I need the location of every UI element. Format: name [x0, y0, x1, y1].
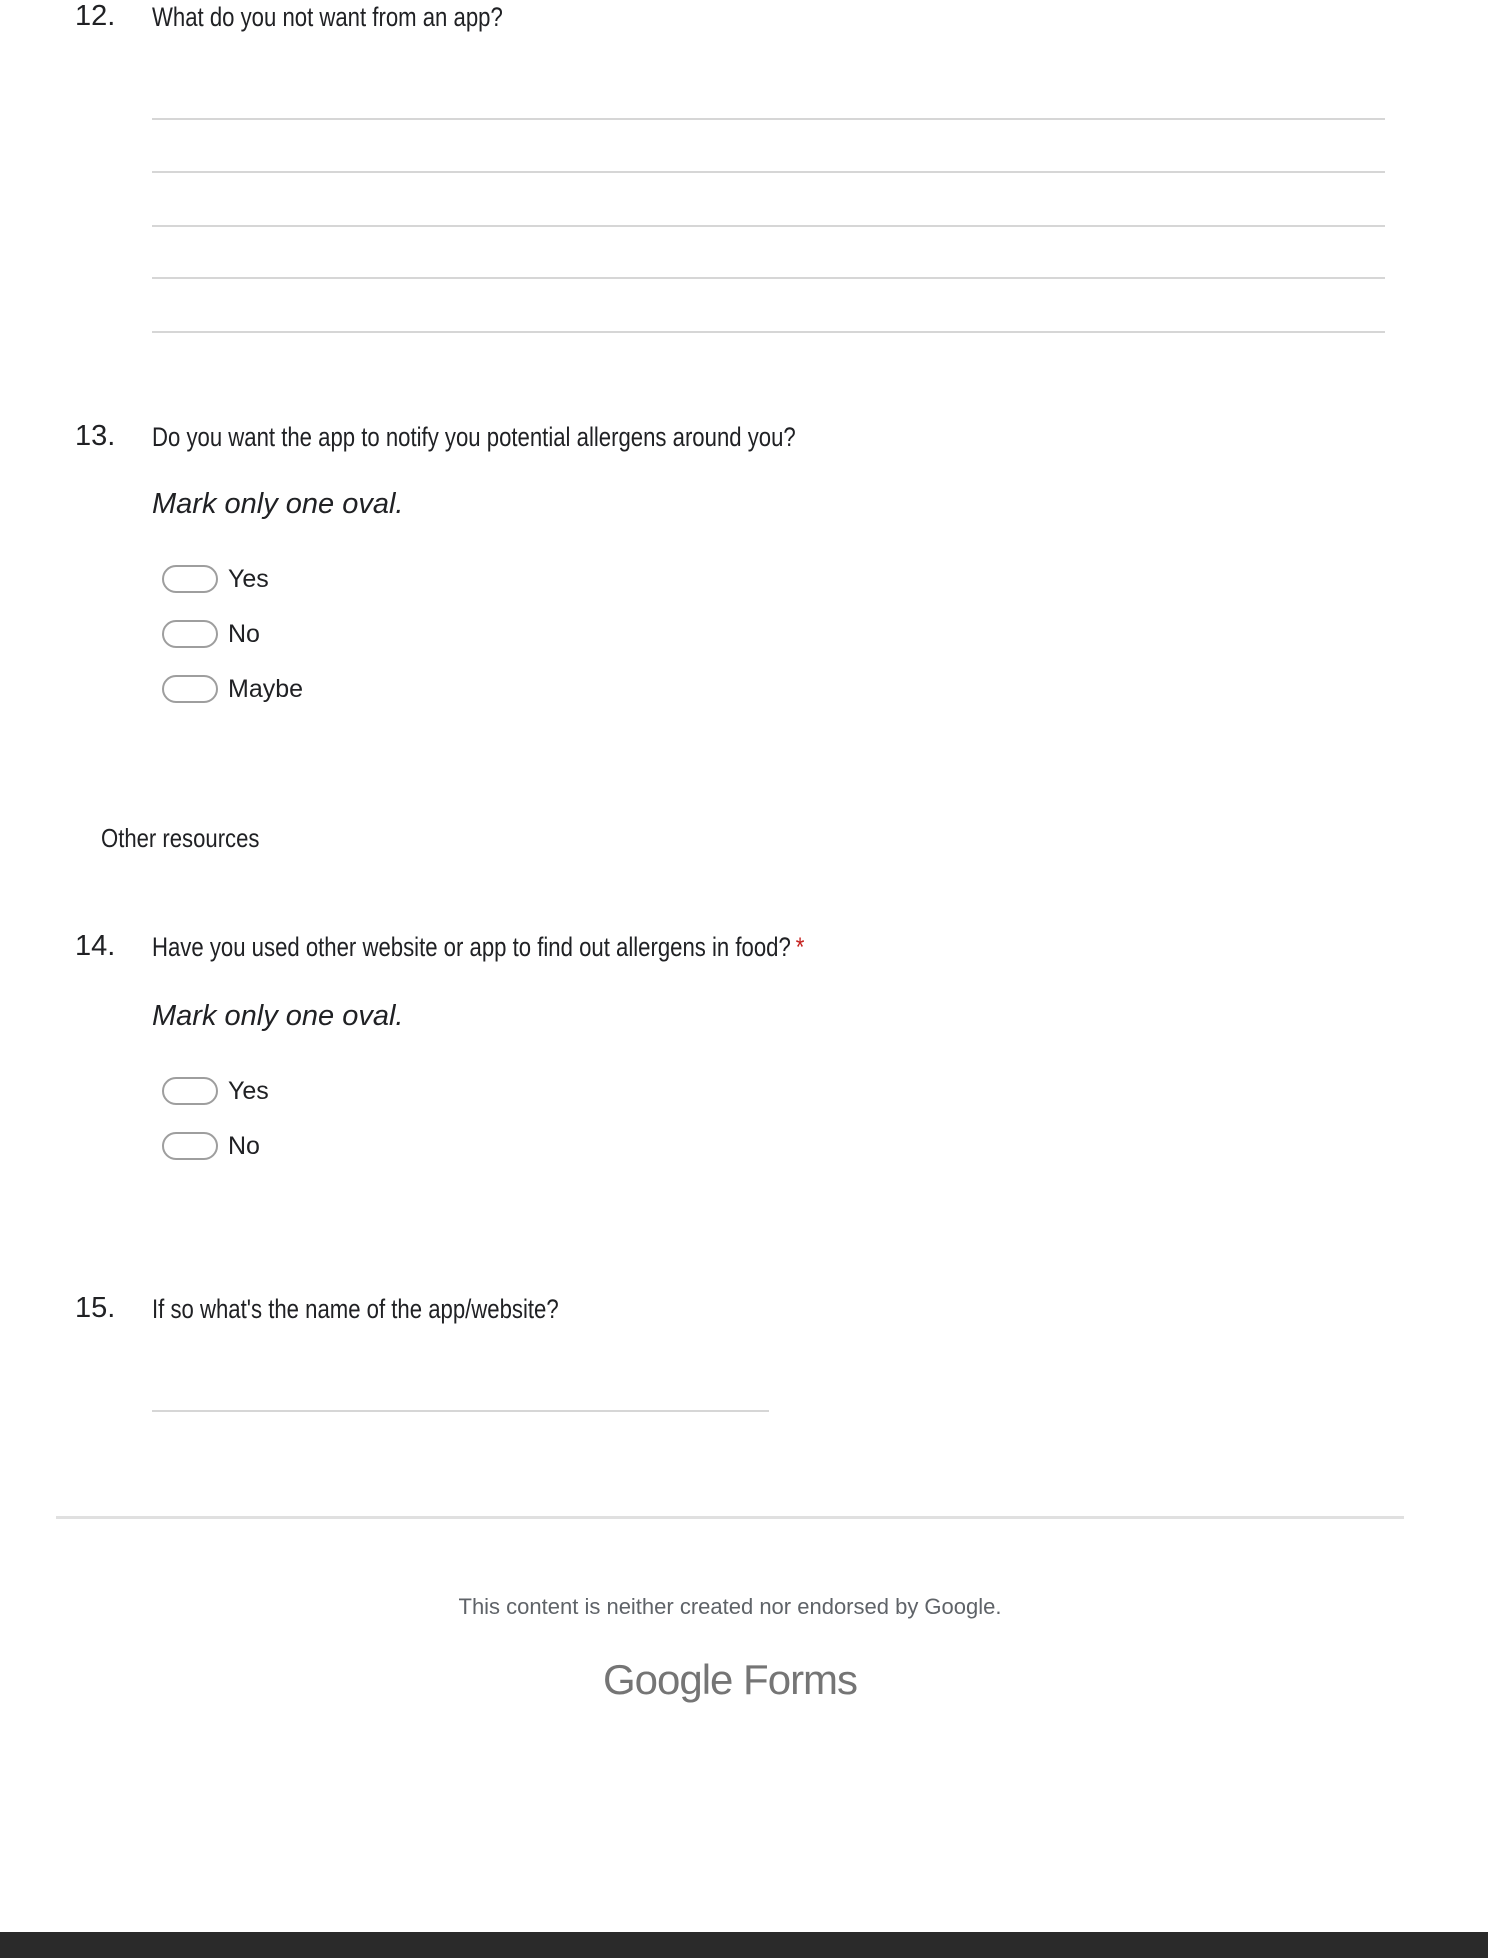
footer-divider [56, 1516, 1404, 1519]
section-title: Other resources [101, 823, 260, 853]
option-label: Maybe [228, 674, 304, 703]
question-12-number: 12. [75, 0, 116, 32]
answer-line-2[interactable] [152, 171, 1385, 173]
question-12-text: What do you not want from an app? [152, 2, 503, 32]
q13-option-no[interactable] [162, 618, 260, 650]
radio-oval[interactable] [162, 1077, 218, 1105]
radio-oval[interactable] [162, 675, 218, 703]
answer-line-4[interactable] [152, 277, 1385, 279]
answer-line-3[interactable] [152, 225, 1385, 227]
question-14-number: 14. [75, 930, 116, 962]
question-14-text [152, 934, 804, 961]
required-asterisk: * [795, 932, 805, 962]
q13-option-yes[interactable] [162, 563, 269, 595]
q14-option-yes[interactable] [162, 1075, 269, 1107]
option-label: No [228, 1131, 260, 1160]
radio-oval[interactable] [162, 1132, 218, 1160]
footer-disclaimer: This content is neither created nor endorsed by Google. [458, 1594, 1002, 1619]
option-label: Yes [228, 564, 269, 593]
question-15-number: 15. [75, 1292, 116, 1324]
question-13-number: 13. [75, 420, 116, 452]
question-13-hint: Mark only one oval. [152, 488, 404, 520]
google-forms-logo[interactable]: Google Forms [602, 1656, 858, 1703]
bottom-bar [0, 1932, 1488, 1958]
radio-oval[interactable] [162, 620, 218, 648]
radio-oval[interactable] [162, 565, 218, 593]
question-15-text: If so what's the name of the app/website? [152, 1294, 559, 1324]
question-14-hint: Mark only one oval. [152, 1000, 404, 1032]
option-label: No [228, 619, 260, 648]
question-14-label: Have you used other website or app to find out allergens in food? [152, 932, 791, 962]
short-answer-line[interactable] [152, 1410, 769, 1412]
q13-option-maybe[interactable] [162, 673, 303, 705]
answer-line-1[interactable] [152, 118, 1385, 120]
q14-option-no[interactable] [162, 1130, 260, 1162]
question-13-text: Do you want the app to notify you potential allergens around you? [152, 422, 796, 452]
option-label: Yes [228, 1076, 269, 1105]
answer-line-5[interactable] [152, 331, 1385, 333]
